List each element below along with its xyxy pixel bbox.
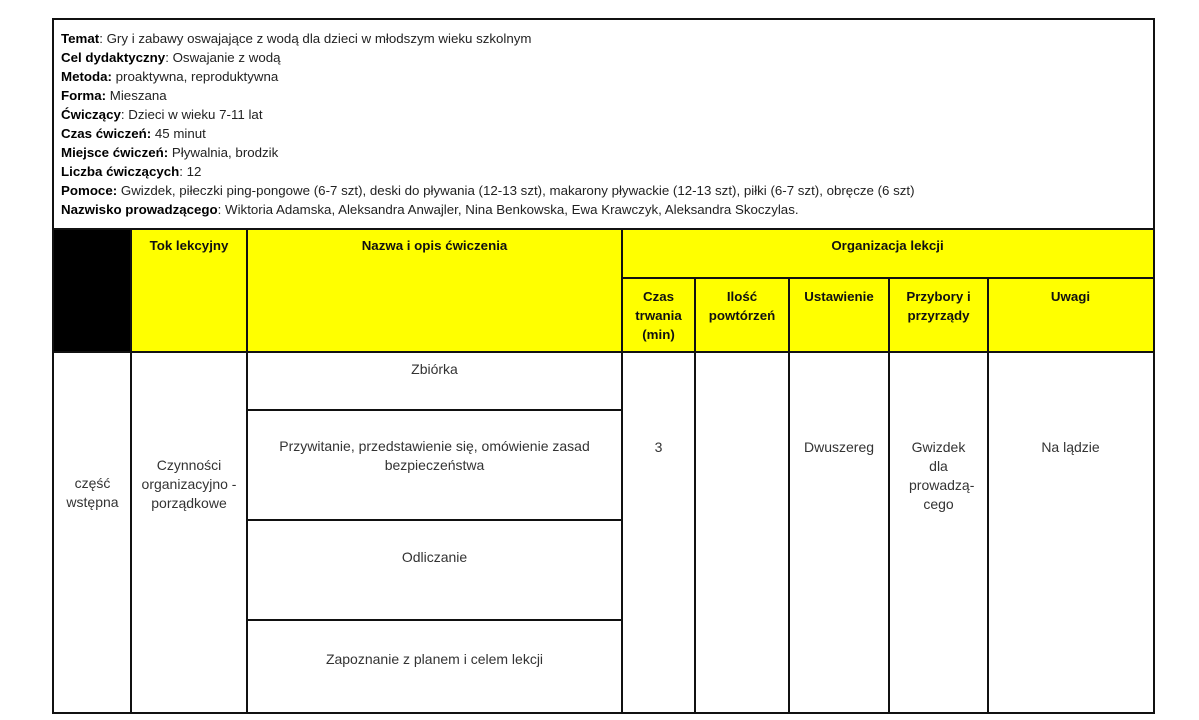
header-czas: Czas trwania (min): [635, 289, 682, 342]
exercise-item: Zbiórka: [411, 361, 458, 377]
exercise-divider: [247, 519, 622, 521]
header-ustawienie: Ustawienie: [804, 289, 874, 304]
lesson-info: [61, 29, 1147, 219]
info-aids: Pomoce: Gwizdek, piłeczki ping-pongowe (6-7 szt), deski do pływania (12-13 szt), makarony pływackie (12-13 szt), piłki (6-7 szt), obręcze (6 szt): [61, 183, 915, 198]
header-corner: [54, 230, 131, 352]
exercise-divider: [247, 619, 622, 621]
info-topic: Temat: Gry i zabawy oswajające z wodą dla dzieci w młodszym wieku szkolnym: [61, 31, 532, 46]
column-divider: [888, 277, 890, 714]
info-place: Miejsce ćwiczeń: Pływalnia, brodzik: [61, 145, 279, 160]
czas-value: 3: [654, 439, 663, 455]
table-top-border: [54, 228, 1153, 230]
info-method: Metoda: proaktywna, reproduktywna: [61, 69, 279, 84]
column-divider: [987, 277, 989, 714]
column-divider: [694, 277, 696, 714]
lesson-plan-document: [52, 18, 1155, 714]
exercise-item: Odliczanie: [401, 549, 468, 565]
uwagi-value: Na lądzie: [1041, 439, 1100, 455]
ustawienie-value: Dwuszereg: [803, 439, 875, 455]
exercise-item: Przywitanie, przedstawienie się, omówienie zasad bezpieczeństwa: [279, 438, 590, 473]
info-form: Forma: Mieszana: [61, 88, 167, 103]
header-ilosc: Ilość powtórzeń: [708, 289, 776, 323]
header-uwagi: Uwagi: [1050, 289, 1091, 304]
column-divider: [130, 228, 132, 714]
info-participants: Ćwiczący: Dzieci w wieku 7-11 lat: [61, 107, 263, 122]
przybory-value: Gwizdek dla prowadzą-cego: [909, 439, 975, 512]
info-duration: Czas ćwiczeń: 45 minut: [61, 126, 206, 141]
column-divider: [788, 277, 790, 714]
exercise-item: Zapoznanie z planem i celem lekcji: [325, 651, 544, 667]
header-tok: Tok lekcyjny: [149, 238, 229, 253]
tok-label: Czynności organizacyjno - porządkowe: [141, 457, 237, 511]
exercise-divider: [247, 409, 622, 411]
column-divider: [246, 228, 248, 714]
part-label: część wstępna: [66, 475, 119, 510]
info-instructors: Nazwisko prowadzącego: Wiktoria Adamska, Aleksandra Anwajler, Nina Benkowska, Ewa Krawczyk, Aleksandra Skoczylas.: [61, 202, 799, 217]
column-divider: [621, 228, 623, 714]
header-organizacja: Organizacja lekcji: [831, 238, 944, 253]
info-goal: Cel dydaktyczny: Oswajanie z wodą: [61, 50, 281, 65]
info-count: Liczba ćwiczących: 12: [61, 164, 202, 179]
header-przybory: Przybory i przyrządy: [906, 289, 971, 323]
header-nazwa: Nazwa i opis ćwiczenia: [361, 238, 508, 253]
